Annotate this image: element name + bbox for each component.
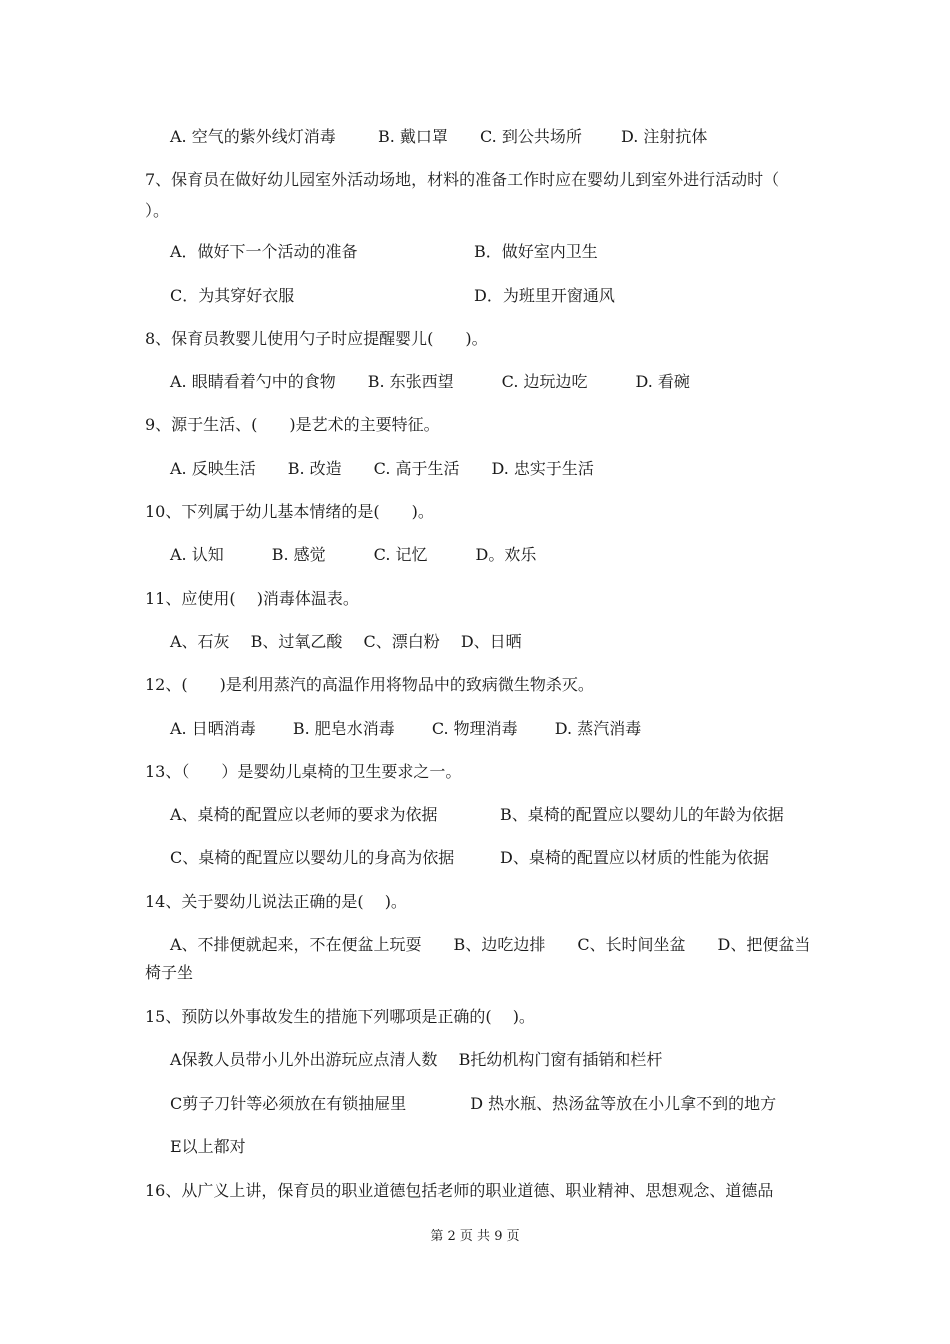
- q8-options: A. 眼睛看着勺中的食物 B. 东张西望 C. 边玩边吃 D. 看碗: [170, 372, 690, 391]
- q13-options-row-2: [0, 847, 950, 869]
- q7-option-a: A．做好下一个活动的准备: [170, 242, 358, 261]
- question-12-text: 12、( )是利用蒸汽的高温作用将物品中的致病微生物杀灭。: [145, 675, 594, 694]
- q15-options-row-1: A保教人员带小儿外出游玩应点清人数 B托幼机构门窗有插销和栏杆: [170, 1050, 663, 1069]
- q6-option-b: B. 戴口罩: [378, 127, 448, 146]
- q14-options-continued: 椅子坐: [145, 963, 194, 982]
- question-9-text: 9、源于生活、( )是艺术的主要特征。: [145, 415, 440, 434]
- question-11-text: 11、应使用( )消毒体温表。: [145, 589, 359, 608]
- q15-option-e: E以上都对: [170, 1137, 246, 1156]
- q7-option-d: D．为班里开窗通风: [474, 286, 615, 305]
- q13-option-a: A、桌椅的配置应以老师的要求为依据: [170, 805, 438, 824]
- question-14-text: 14、关于婴幼儿说法正确的是( )。: [145, 892, 407, 911]
- question-10-text: 10、下列属于幼儿基本情绪的是( )。: [145, 502, 434, 521]
- q12-options: A. 日晒消毒 B. 肥皂水消毒 C. 物理消毒 D. 蒸汽消毒: [170, 719, 642, 738]
- q6-option-a: A. 空气的紫外线灯消毒: [170, 127, 336, 146]
- question-7-text-continued: ）。: [145, 201, 170, 220]
- q13-option-d: D、桌椅的配置应以材质的性能为依据: [500, 848, 769, 867]
- q6-option-d: D. 注射抗体: [621, 127, 708, 146]
- q11-options: A、石灰 B、过氧乙酸 C、漂白粉 D、日晒: [170, 632, 522, 651]
- q13-option-c: C、桌椅的配置应以婴幼儿的身高为依据: [170, 848, 455, 867]
- q7-options-row-2: [0, 285, 950, 307]
- page-number-footer: 第 2 页 共 9 页: [430, 1229, 520, 1244]
- question-13-text: 13、（ ）是婴幼儿桌椅的卫生要求之一。: [145, 762, 462, 781]
- q15-options-row-2: C剪子刀针等必须放在有锁抽屉里 D 热水瓶、热汤盆等放在小儿拿不到的地方: [170, 1094, 777, 1113]
- question-15-text: 15、预防以外事故发生的措施下列哪项是正确的( )。: [145, 1007, 535, 1026]
- question-16-text: 16、从广义上讲，保育员的职业道德包括老师的职业道德、职业精神、思想观念、道德品: [145, 1181, 774, 1200]
- q7-option-b: B．做好室内卫生: [474, 242, 598, 261]
- q9-options: A. 反映生活 B. 改造 C. 高于生活 D. 忠实于生活: [170, 459, 594, 478]
- q10-options: A. 认知 B. 感觉 C. 记忆 D。欢乐: [170, 545, 537, 564]
- q6-option-c: C. 到公共场所: [480, 127, 582, 146]
- question-7-text: 7、保育员在做好幼儿园室外活动场地，材料的准备工作时应在婴幼儿到室外进行活动时（: [145, 170, 780, 189]
- q13-option-b: B、桌椅的配置应以婴幼儿的年龄为依据: [500, 805, 784, 824]
- q13-options-row-1: [0, 804, 950, 826]
- question-8-text: 8、保育员教婴儿使用勺子时应提醒婴儿( )。: [145, 329, 488, 348]
- q7-option-c: C．为其穿好衣服: [170, 286, 295, 305]
- q6-options: [0, 126, 950, 148]
- q7-options-row-1: [0, 241, 950, 263]
- q14-options: A、不排便就起来，不在便盆上玩耍 B、边吃边排 C、长时间坐盆 D、把便盆当: [170, 935, 811, 954]
